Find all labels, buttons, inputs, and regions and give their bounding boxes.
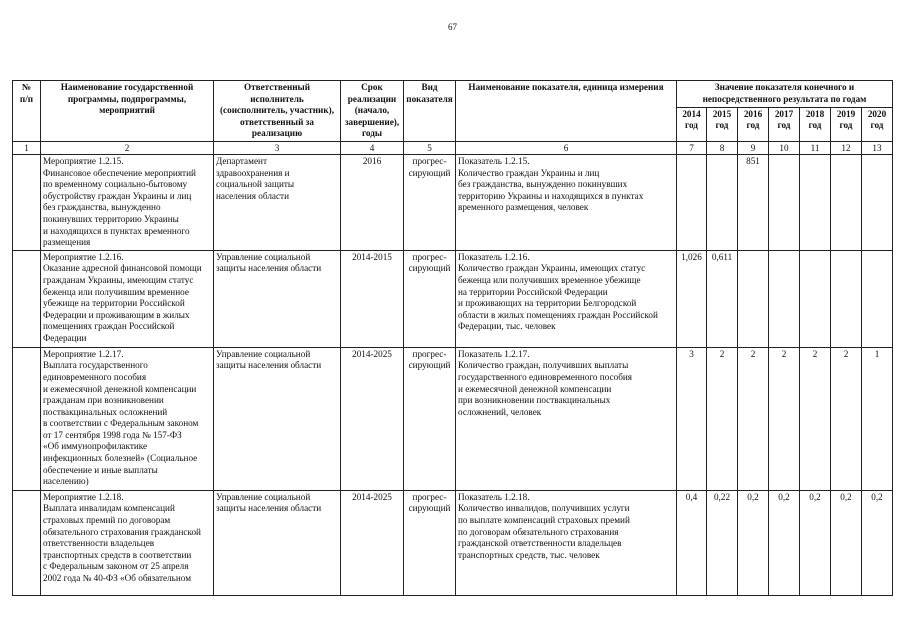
value-2018 xyxy=(800,154,831,250)
responsible-executor: Департамент здравоохранения и социальной защиты населения области xyxy=(214,154,341,250)
header-values-group: Значение показателя конечного и непосредственного результата по годам xyxy=(677,81,893,108)
value-2018: 0,2 xyxy=(800,490,831,595)
row-number xyxy=(13,154,41,250)
table-row xyxy=(13,347,893,490)
indicator-type: прогрес- сирующий xyxy=(404,347,456,490)
header-year: 2017 год xyxy=(769,107,800,141)
indicator-name: Показатель 1.2.18. Количество инвалидов, получивших услуги по выплате компенсаций страховых премий по договорам обязательного страхования гражданской ответственности владельцев транспортных средств, тыс. человек xyxy=(456,490,677,595)
indicator-type: прогрес- сирующий xyxy=(404,250,456,347)
column-number: 6 xyxy=(456,141,677,154)
implementation-term: 2016 xyxy=(341,154,404,250)
value-2014: 1,026 xyxy=(677,250,707,347)
value-2020 xyxy=(862,154,893,250)
header-year: 2019 год xyxy=(831,107,862,141)
page-number: 67 xyxy=(448,22,457,32)
column-number: 2 xyxy=(41,141,214,154)
program-table xyxy=(12,80,893,596)
indicator-name: Показатель 1.2.17. Количество граждан, получивших выплаты государственного единовременного пособия и ежемесячной денежной компенсации при возникновении поствакцинальных осложнений, человек xyxy=(456,347,677,490)
value-2019: 2 xyxy=(831,347,862,490)
header-year: 2020 год xyxy=(862,107,893,141)
header-responsible: Ответственный исполнитель (соисполнитель, участник), ответственный за реализацию xyxy=(214,81,341,142)
header-type: Вид показателя xyxy=(404,81,456,142)
header-year: 2015 год xyxy=(707,107,738,141)
column-number: 1 xyxy=(13,141,41,154)
indicator-type: прогрес- сирующий xyxy=(404,490,456,595)
value-2018: 2 xyxy=(800,347,831,490)
responsible-executor: Управление социальной защиты населения области xyxy=(214,490,341,595)
responsible-executor: Управление социальной защиты населения области xyxy=(214,250,341,347)
column-number: 9 xyxy=(738,141,769,154)
header-no: № п/п xyxy=(13,81,41,142)
value-2020: 0,2 xyxy=(862,490,893,595)
table-row xyxy=(13,250,893,347)
activity-name: Мероприятие 1.2.16. Оказание адресной финансовой помощи гражданам Украины, имеющим статус беженца или получившим временное убежище на территории Российской Федерации и проживающим в жилых помещениях граждан Российской Федерации xyxy=(41,250,214,347)
implementation-term: 2014-2025 xyxy=(341,347,404,490)
indicator-name: Показатель 1.2.15. Количество граждан Украины и лиц без гражданства, вынужденно покинувших территорию Украины и находящихся в пунктах временного размещения, человек xyxy=(456,154,677,250)
activity-name: Мероприятие 1.2.18. Выплата инвалидам компенсаций страховых премий по договорам обязательного страхования гражданской ответственности владельцев транспортных средств в соответствии с Федеральным законом от 25 апреля 2002 года № 40-ФЗ «Об обязательном xyxy=(41,490,214,595)
value-2014 xyxy=(677,154,707,250)
value-2017: 2 xyxy=(769,347,800,490)
column-number: 11 xyxy=(800,141,831,154)
value-2017 xyxy=(769,250,800,347)
column-number: 3 xyxy=(214,141,341,154)
value-2017 xyxy=(769,154,800,250)
column-number-row xyxy=(13,141,893,154)
column-number: 13 xyxy=(862,141,893,154)
row-number xyxy=(13,250,41,347)
value-2014: 0,4 xyxy=(677,490,707,595)
value-2016: 851 xyxy=(738,154,769,250)
header-year: 2018 год xyxy=(800,107,831,141)
value-2019 xyxy=(831,154,862,250)
activity-name: Мероприятие 1.2.15. Финансовое обеспечение мероприятий по временному социально-бытовому обустройству граждан Украины и лиц без гражданства, вынужденно покинувших территорию Украины и находящихся в пунктах временного размещения xyxy=(41,154,214,250)
value-2015: 2 xyxy=(707,347,738,490)
row-number xyxy=(13,490,41,595)
table-row xyxy=(13,154,893,250)
header-year: 2014 год xyxy=(677,107,707,141)
value-2014: 3 xyxy=(677,347,707,490)
value-2015 xyxy=(707,154,738,250)
value-2015: 0,611 xyxy=(707,250,738,347)
indicator-type: прогрес- сирующий xyxy=(404,154,456,250)
value-2019: 0,2 xyxy=(831,490,862,595)
implementation-term: 2014-2015 xyxy=(341,250,404,347)
column-number: 5 xyxy=(404,141,456,154)
value-2016 xyxy=(738,250,769,347)
value-2020 xyxy=(862,250,893,347)
header-term: Срок реализации (начало, завершение), годы xyxy=(341,81,404,142)
column-number: 8 xyxy=(707,141,738,154)
value-2016: 2 xyxy=(738,347,769,490)
header-name: Наименование государственной программы, подпрограммы, мероприятий xyxy=(41,81,214,142)
implementation-term: 2014-2025 xyxy=(341,490,404,595)
value-2019 xyxy=(831,250,862,347)
column-number: 12 xyxy=(831,141,862,154)
column-number: 4 xyxy=(341,141,404,154)
header-year: 2016 год xyxy=(738,107,769,141)
value-2020: 1 xyxy=(862,347,893,490)
value-2016: 0,2 xyxy=(738,490,769,595)
activity-name: Мероприятие 1.2.17. Выплата государственного единовременного пособия и ежемесячной денежной компенсации гражданам при возникновении поствакцинальных осложнений в соответствии с Федеральным законом от 17 сентября 1998 года № 157-ФЗ «Об иммунопрофилактике инфекционных болезней» (Социальное обеспечение и иные выплаты населению) xyxy=(41,347,214,490)
header-indicator: Наименование показателя, единица измерения xyxy=(456,81,677,142)
row-number xyxy=(13,347,41,490)
value-2018 xyxy=(800,250,831,347)
value-2015: 0,22 xyxy=(707,490,738,595)
table-row xyxy=(13,490,893,595)
value-2017: 0,2 xyxy=(769,490,800,595)
column-number: 10 xyxy=(769,141,800,154)
column-number: 7 xyxy=(677,141,707,154)
responsible-executor: Управление социальной защиты населения области xyxy=(214,347,341,490)
indicator-name: Показатель 1.2.16. Количество граждан Украины, имеющих статус беженца или получивших временное убежище на территории Российской Федерации и проживающих на территории Белгородской области в жилых помещениях граждан Российской Федерации, тыс. человек xyxy=(456,250,677,347)
